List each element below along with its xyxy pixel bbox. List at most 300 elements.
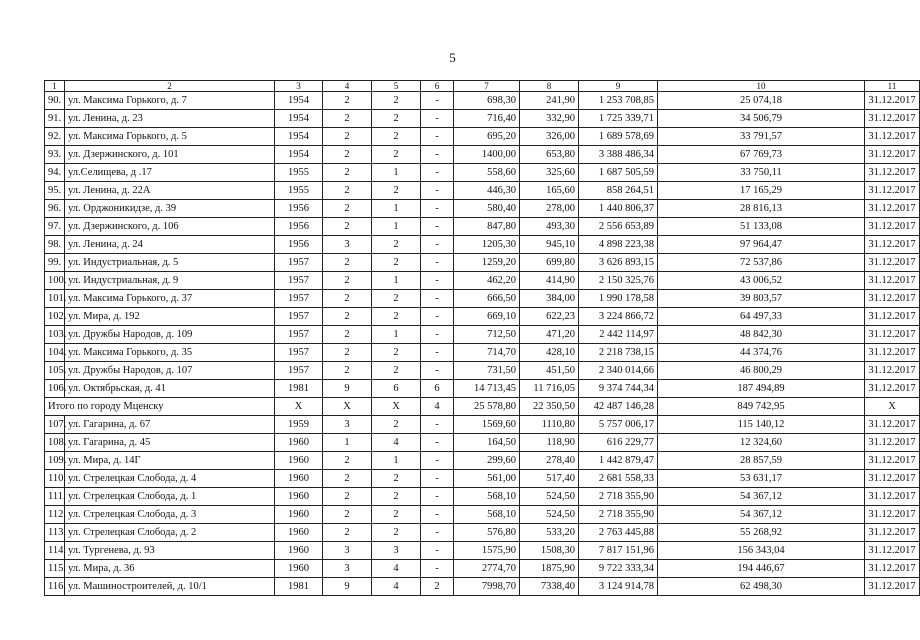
address-cell: ул. Ленина, д. 23 [65,110,275,128]
year-cell: 1960 [275,434,323,452]
area-living-cell: 451,50 [520,362,579,380]
col6-cell: - [421,182,454,200]
table-row [45,434,920,452]
area-living-cell: 524,50 [520,488,579,506]
date-cell: 31.12.2017 [865,218,920,236]
year-cell: 1957 [275,254,323,272]
date-cell: 31.12.2017 [865,344,920,362]
year-cell: 1959 [275,416,323,434]
address-cell: ул. Дзержинского, д. 106 [65,218,275,236]
row-number-cell: 115. [45,560,65,578]
floors-cell: 2 [323,470,372,488]
col6-cell: - [421,560,454,578]
cost-cell: 2 718 355,90 [579,506,658,524]
area-total-cell: 666,50 [454,290,520,308]
date-cell: 31.12.2017 [865,470,920,488]
row-number-cell: 112. [45,506,65,524]
contribution-cell: 64 497,33 [658,308,865,326]
cost-cell: 2 763 445,88 [579,524,658,542]
row-number-cell: 103. [45,326,65,344]
contribution-cell: 39 803,57 [658,290,865,308]
cost-cell: 3 224 866,72 [579,308,658,326]
table-row [45,524,920,542]
total-row [45,398,920,416]
area-total-cell: 698,30 [454,92,520,110]
date-cell: 31.12.2017 [865,182,920,200]
area-total-cell: 1205,30 [454,236,520,254]
area-total-cell: 462,20 [454,272,520,290]
row-number-cell: 108. [45,434,65,452]
entrances-cell: 2 [372,506,421,524]
col6-cell: - [421,506,454,524]
cost-cell: 1 725 339,71 [579,110,658,128]
col6-cell: - [421,434,454,452]
address-cell: ул. Орджоникидзе, д. 39 [65,200,275,218]
year-cell: 1960 [275,470,323,488]
entrances-cell: 2 [372,236,421,254]
area-total-cell: 568,10 [454,506,520,524]
area-living-cell: 241,90 [520,92,579,110]
total-c5-cell: X [372,398,421,416]
row-number-cell: 107. [45,416,65,434]
entrances-cell: 2 [372,524,421,542]
floors-cell: 3 [323,416,372,434]
contribution-cell: 51 133,08 [658,218,865,236]
col6-cell: - [421,236,454,254]
col6-cell: - [421,146,454,164]
cost-cell: 616 229,77 [579,434,658,452]
address-cell: ул. Максима Горького, д. 7 [65,92,275,110]
row-number-cell: 114. [45,542,65,560]
cost-cell: 9 722 333,34 [579,560,658,578]
entrances-cell: 1 [372,272,421,290]
col6-cell: - [421,92,454,110]
area-total-cell: 731,50 [454,362,520,380]
date-cell: 31.12.2017 [865,164,920,182]
entrances-cell: 1 [372,164,421,182]
area-living-cell: 278,40 [520,452,579,470]
total-c6-cell: 4 [421,398,454,416]
cost-cell: 7 817 151,96 [579,542,658,560]
area-total-cell: 2774,70 [454,560,520,578]
table-row [45,146,920,164]
floors-cell: 2 [323,488,372,506]
area-living-cell: 11 716,05 [520,380,579,398]
col6-cell: - [421,110,454,128]
area-total-cell: 1575,90 [454,542,520,560]
entrances-cell: 2 [372,362,421,380]
area-living-cell: 622,23 [520,308,579,326]
entrances-cell: 2 [372,128,421,146]
floors-cell: 2 [323,218,372,236]
area-living-cell: 118,90 [520,434,579,452]
floors-cell: 2 [323,182,372,200]
row-number-cell: 93. [45,146,65,164]
total-c7-cell: 25 578,80 [454,398,520,416]
floors-cell: 2 [323,254,372,272]
table-row [45,92,920,110]
address-cell: ул. Максима Горького, д. 37 [65,290,275,308]
entrances-cell: 2 [372,146,421,164]
floors-cell: 2 [323,200,372,218]
header-cell: 6 [421,81,454,92]
date-cell: 31.12.2017 [865,128,920,146]
floors-cell: 2 [323,344,372,362]
year-cell: 1957 [275,344,323,362]
contribution-cell: 53 631,17 [658,470,865,488]
area-total-cell: 568,10 [454,488,520,506]
contribution-cell: 44 374,76 [658,344,865,362]
area-total-cell: 695,20 [454,128,520,146]
area-living-cell: 326,00 [520,128,579,146]
table-row [45,110,920,128]
date-cell: 31.12.2017 [865,362,920,380]
row-number-cell: 109. [45,452,65,470]
col6-cell: - [421,326,454,344]
contribution-cell: 12 324,60 [658,434,865,452]
address-cell: ул. Ленина, д. 24 [65,236,275,254]
row-number-cell: 110. [45,470,65,488]
housing-table [44,80,920,596]
table-row [45,254,920,272]
table-row [45,362,920,380]
table-row [45,326,920,344]
address-cell: ул. Стрелецкая Слобода, д. 2 [65,524,275,542]
entrances-cell: 2 [372,182,421,200]
floors-cell: 3 [323,560,372,578]
contribution-cell: 28 816,13 [658,200,865,218]
year-cell: 1956 [275,218,323,236]
entrances-cell: 2 [372,254,421,272]
year-cell: 1957 [275,308,323,326]
floors-cell: 2 [323,506,372,524]
year-cell: 1954 [275,110,323,128]
year-cell: 1960 [275,524,323,542]
table-row [45,236,920,254]
date-cell: 31.12.2017 [865,200,920,218]
col6-cell: - [421,470,454,488]
table-row [45,506,920,524]
address-cell: ул. Мира, д. 36 [65,560,275,578]
address-cell: ул. Октябрьская, д. 41 [65,380,275,398]
floors-cell: 9 [323,578,372,596]
table-row [45,182,920,200]
col6-cell: 2 [421,578,454,596]
area-total-cell: 1569,60 [454,416,520,434]
date-cell: 31.12.2017 [865,308,920,326]
col6-cell: - [421,344,454,362]
area-total-cell: 1259,20 [454,254,520,272]
date-cell: 31.12.2017 [865,578,920,596]
contribution-cell: 72 537,86 [658,254,865,272]
table-row [45,470,920,488]
year-cell: 1960 [275,506,323,524]
header-cell: 5 [372,81,421,92]
cost-cell: 1 687 505,59 [579,164,658,182]
year-cell: 1957 [275,362,323,380]
cost-cell: 1 689 578,69 [579,128,658,146]
cost-cell: 3 626 893,15 [579,254,658,272]
date-cell: 31.12.2017 [865,524,920,542]
row-number-cell: 94. [45,164,65,182]
entrances-cell: 1 [372,326,421,344]
cost-cell: 2 556 653,89 [579,218,658,236]
contribution-cell: 62 498,30 [658,578,865,596]
area-total-cell: 558,60 [454,164,520,182]
area-living-cell: 533,20 [520,524,579,542]
date-cell: 31.12.2017 [865,452,920,470]
header-cell: 11 [865,81,920,92]
area-living-cell: 165,60 [520,182,579,200]
header-cell: 7 [454,81,520,92]
year-cell: 1957 [275,272,323,290]
year-cell: 1960 [275,542,323,560]
date-cell: 31.12.2017 [865,542,920,560]
contribution-cell: 187 494,89 [658,380,865,398]
cost-cell: 2 681 558,33 [579,470,658,488]
row-number-cell: 99. [45,254,65,272]
floors-cell: 2 [323,308,372,326]
date-cell: 31.12.2017 [865,506,920,524]
cost-cell: 1 253 708,85 [579,92,658,110]
total-c11-cell: X [865,398,920,416]
address-cell: ул. Тургенева, д. 93 [65,542,275,560]
entrances-cell: 2 [372,308,421,326]
table-row [45,578,920,596]
date-cell: 31.12.2017 [865,560,920,578]
contribution-cell: 54 367,12 [658,488,865,506]
header-cell: 1 [45,81,65,92]
year-cell: 1956 [275,236,323,254]
total-c3-cell: X [275,398,323,416]
contribution-cell: 115 140,12 [658,416,865,434]
col6-cell: - [421,290,454,308]
cost-cell: 858 264,51 [579,182,658,200]
area-living-cell: 1110,80 [520,416,579,434]
col6-cell: - [421,452,454,470]
year-cell: 1960 [275,488,323,506]
floors-cell: 2 [323,92,372,110]
area-total-cell: 561,00 [454,470,520,488]
row-number-cell: 91. [45,110,65,128]
contribution-cell: 33 750,11 [658,164,865,182]
address-cell: ул. Мира, д. 192 [65,308,275,326]
date-cell: 31.12.2017 [865,146,920,164]
year-cell: 1957 [275,290,323,308]
area-total-cell: 716,40 [454,110,520,128]
contribution-cell: 48 842,30 [658,326,865,344]
table-row [45,272,920,290]
area-living-cell: 7338,40 [520,578,579,596]
floors-cell: 2 [323,128,372,146]
area-living-cell: 325,60 [520,164,579,182]
address-cell: ул. Ленина, д. 22А [65,182,275,200]
row-number-cell: 98. [45,236,65,254]
col6-cell: - [421,308,454,326]
area-total-cell: 714,70 [454,344,520,362]
cost-cell: 3 124 914,78 [579,578,658,596]
address-cell: ул. Машиностроителей, д. 10/1 [65,578,275,596]
table-row [45,488,920,506]
area-total-cell: 446,30 [454,182,520,200]
entrances-cell: 1 [372,218,421,236]
date-cell: 31.12.2017 [865,92,920,110]
header-row [45,81,920,92]
row-number-cell: 106. [45,380,65,398]
cost-cell: 1 990 178,58 [579,290,658,308]
col6-cell: - [421,272,454,290]
year-cell: 1960 [275,560,323,578]
entrances-cell: 2 [372,488,421,506]
table-row [45,308,920,326]
date-cell: 31.12.2017 [865,416,920,434]
contribution-cell: 67 769,73 [658,146,865,164]
date-cell: 31.12.2017 [865,326,920,344]
year-cell: 1981 [275,380,323,398]
table-row [45,542,920,560]
contribution-cell: 43 006,52 [658,272,865,290]
date-cell: 31.12.2017 [865,434,920,452]
header-cell: 9 [579,81,658,92]
col6-cell: - [421,164,454,182]
area-total-cell: 712,50 [454,326,520,344]
floors-cell: 2 [323,362,372,380]
area-total-cell: 14 713,45 [454,380,520,398]
table-row [45,218,920,236]
cost-cell: 2 340 014,66 [579,362,658,380]
area-living-cell: 332,90 [520,110,579,128]
entrances-cell: 6 [372,380,421,398]
floors-cell: 2 [323,290,372,308]
contribution-cell: 46 800,29 [658,362,865,380]
contribution-cell: 34 506,79 [658,110,865,128]
year-cell: 1981 [275,578,323,596]
row-number-cell: 104. [45,344,65,362]
row-number-cell: 102. [45,308,65,326]
table-row [45,380,920,398]
area-living-cell: 1875,90 [520,560,579,578]
area-living-cell: 493,30 [520,218,579,236]
row-number-cell: 96. [45,200,65,218]
contribution-cell: 25 074,18 [658,92,865,110]
contribution-cell: 194 446,67 [658,560,865,578]
cost-cell: 5 757 006,17 [579,416,658,434]
col6-cell: - [421,542,454,560]
row-number-cell: 101. [45,290,65,308]
year-cell: 1955 [275,182,323,200]
table-row [45,164,920,182]
entrances-cell: 2 [372,92,421,110]
date-cell: 31.12.2017 [865,290,920,308]
entrances-cell: 4 [372,560,421,578]
row-number-cell: 116. [45,578,65,596]
address-cell: ул. Индустриальная, д. 9 [65,272,275,290]
cost-cell: 1 442 879,47 [579,452,658,470]
address-cell: ул. Максима Горького, д. 35 [65,344,275,362]
col6-cell: - [421,488,454,506]
floors-cell: 2 [323,164,372,182]
col6-cell: 6 [421,380,454,398]
total-c9-cell: 42 487 146,28 [579,398,658,416]
floors-cell: 2 [323,110,372,128]
floors-cell: 2 [323,326,372,344]
date-cell: 31.12.2017 [865,110,920,128]
row-number-cell: 95. [45,182,65,200]
col6-cell: - [421,254,454,272]
col6-cell: - [421,128,454,146]
cost-cell: 9 374 744,34 [579,380,658,398]
table-row [45,560,920,578]
cost-cell: 2 442 114,97 [579,326,658,344]
area-living-cell: 278,00 [520,200,579,218]
col6-cell: - [421,218,454,236]
year-cell: 1957 [275,326,323,344]
entrances-cell: 4 [372,578,421,596]
entrances-cell: 2 [372,470,421,488]
table-row [45,128,920,146]
contribution-cell: 55 268,92 [658,524,865,542]
area-living-cell: 414,90 [520,272,579,290]
row-number-cell: 100. [45,272,65,290]
header-cell: 8 [520,81,579,92]
table-row [45,344,920,362]
header-cell: 3 [275,81,323,92]
col6-cell: - [421,416,454,434]
floors-cell: 2 [323,452,372,470]
address-cell: ул. Стрелецкая Слобода, д. 4 [65,470,275,488]
area-living-cell: 428,10 [520,344,579,362]
address-cell: ул. Гагарина, д. 67 [65,416,275,434]
contribution-cell: 28 857,59 [658,452,865,470]
total-c8-cell: 22 350,50 [520,398,579,416]
area-total-cell: 576,80 [454,524,520,542]
header-cell: 2 [65,81,275,92]
entrances-cell: 2 [372,290,421,308]
header-cell: 4 [323,81,372,92]
floors-cell: 2 [323,524,372,542]
address-cell: ул. Дружбы Народов, д. 109 [65,326,275,344]
total-c10-cell: 849 742,95 [658,398,865,416]
contribution-cell: 97 964,47 [658,236,865,254]
contribution-cell: 54 367,12 [658,506,865,524]
row-number-cell: 92. [45,128,65,146]
table-row [45,452,920,470]
entrances-cell: 2 [372,110,421,128]
entrances-cell: 1 [372,200,421,218]
cost-cell: 2 150 325,76 [579,272,658,290]
area-living-cell: 384,00 [520,290,579,308]
row-number-cell: 97. [45,218,65,236]
area-living-cell: 1508,30 [520,542,579,560]
floors-cell: 1 [323,434,372,452]
year-cell: 1954 [275,146,323,164]
address-cell: ул. Мира, д. 14Г [65,452,275,470]
area-total-cell: 580,40 [454,200,520,218]
contribution-cell: 156 343,04 [658,542,865,560]
year-cell: 1955 [275,164,323,182]
contribution-cell: 17 165,29 [658,182,865,200]
floors-cell: 2 [323,146,372,164]
address-cell: ул. Стрелецкая Слобода, д. 1 [65,488,275,506]
address-cell: ул. Максима Горького, д. 5 [65,128,275,146]
area-living-cell: 699,80 [520,254,579,272]
table-row [45,290,920,308]
area-total-cell: 7998,70 [454,578,520,596]
entrances-cell: 2 [372,416,421,434]
area-total-cell: 164,50 [454,434,520,452]
area-total-cell: 299,60 [454,452,520,470]
year-cell: 1954 [275,92,323,110]
